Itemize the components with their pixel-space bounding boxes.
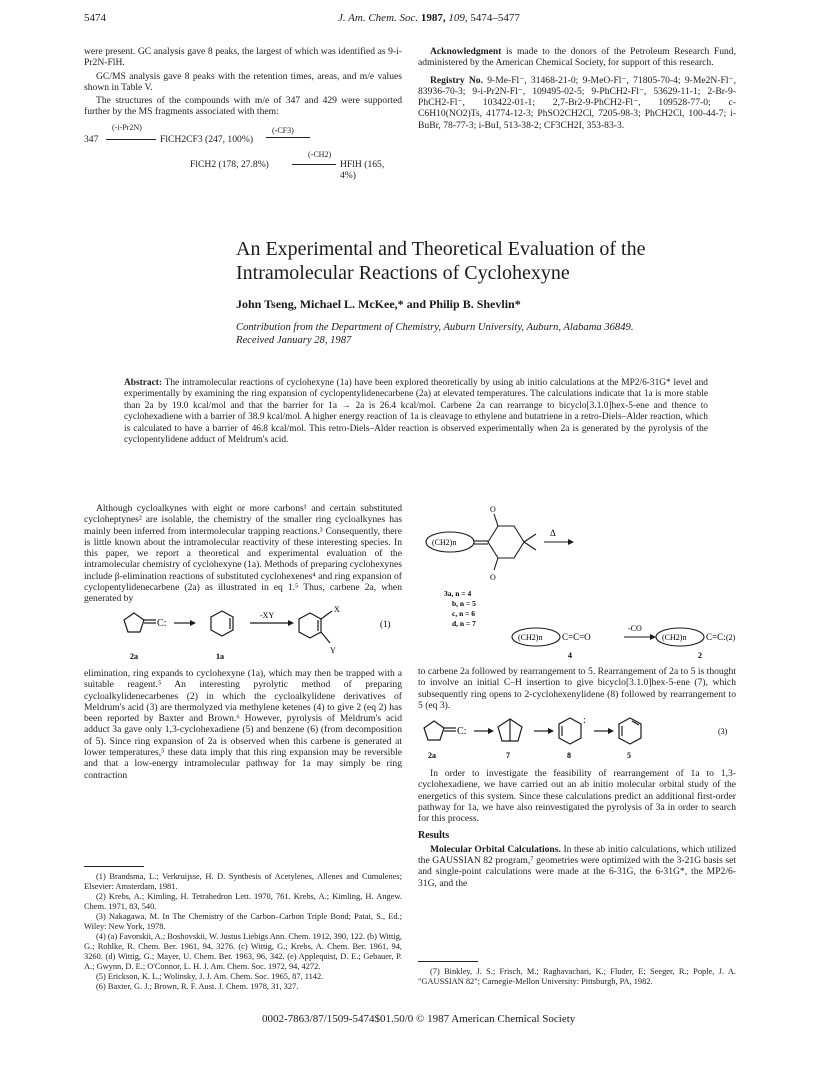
substituent-x: X	[334, 605, 340, 614]
arrow-head	[190, 620, 196, 626]
abstract	[124, 378, 708, 446]
fragment-347: 347	[84, 134, 99, 145]
ring-label: (CH2)n	[662, 633, 687, 642]
meldrums-ring	[488, 526, 524, 558]
body-right-bottom	[418, 768, 736, 891]
compound-label: d, n = 7	[452, 619, 476, 628]
oxygen-label: O	[490, 505, 496, 514]
title-line: An Experimental and Theoretical Evaluation of the	[236, 238, 646, 260]
footnote: (4) (a) Favorskii, A.; Boshovskii, W. Justus Liebigs Ann. Chem. 1912, 390, 122. (b) Wittig, G.; Rohlke, R. Chem. Ber. 1961, 94, 3276. (c) Wittig, G.; Krebs, A. Chem. Ber. 1961, 94, 3260. (d) Wittig, G.; Mayer, U. Chem. Ber. 1963, 96, 342. (e) Applequist, D. E.; Gebauer, P. A.; Gwynn, D. E.; O'Connor, L. H. J. Am. Chem. Soc. 1972, 94, 4272.	[84, 932, 402, 971]
body-left-top	[84, 503, 402, 607]
arrow-label: (-CH2)	[308, 150, 332, 159]
footnote: (2) Krebs, A.; Kimling, H. Tetrahedron Lett. 1970, 761. Krebs, A.; Kimling, H. Angew. Chem. 1971, 83, 540.	[84, 892, 402, 911]
compound-label: 5	[627, 751, 631, 760]
footnote: (3) Nakagawa, M. In The Chemistry of the Carbon–Carbon Triple Bond; Patai, S., Ed.; Wiley: New York, 1978.	[84, 912, 402, 931]
ms-fragment-scheme	[84, 123, 402, 181]
substituent-bond	[321, 632, 330, 643]
paragraph: to carbene 2a followed by rearrangement to 5. Rearrangement of 2a to 5 is thought to involve an initial C–H insertion to give bicyclo[3.1.0]hex-5-ene (7), which subsequently ring opens to 2-cyclohexenylidene (8) followed by rearrangement to 5 (eq 3).	[418, 666, 736, 711]
arrow-head	[568, 539, 574, 545]
equation-number: (1)	[380, 619, 391, 629]
body-left-bottom	[84, 668, 402, 783]
affiliation	[236, 321, 633, 347]
carbonyl	[494, 514, 498, 526]
footnote: (6) Baxter, G. J.; Brown, R. F. Aust. J. Chem. 1978, 31, 327.	[96, 982, 299, 991]
paragraph: GC/MS analysis gave 8 peaks with the retention times, areas, and m/e values shown in Table V.	[84, 70, 402, 93]
arrow-head	[488, 728, 494, 734]
received-date: Received January 28, 1987	[236, 335, 352, 346]
footnote: (1) Brandsma, L.; Verkruijsse, H. D. Synthesis of Acetylenes, Allenes and Cumulenes; Elsevier: Amsterdam, 1981.	[84, 872, 402, 891]
top-left-text	[84, 46, 402, 120]
equation-3	[418, 713, 738, 763]
fragment-247: FlCH2CF3 (247, 100%)	[160, 134, 254, 145]
compound-label: 4	[568, 651, 572, 660]
compound-label: 3a, n = 4	[444, 589, 472, 598]
methyl-bond	[524, 534, 536, 542]
paragraph	[418, 844, 736, 889]
registry-heading: Registry No.	[430, 74, 483, 86]
ring-label: (CH2)n	[432, 538, 457, 547]
abstract-text: The intramolecular reactions of cyclohexyne (1a) have been explored theoretically by using ab initio calculations at the MP2/6-31G* level and experimentally by examining the ring expansion of cyclopentylidenecarbene (2a) at elevated temperatures. The calculations indicate that 1a is more stable than 2a by 19.0 kcal/mol and that the barrier for 1a → 2a is 26.4 kcal/mol. Carbene 2a can rearrange to bicyclo[3.1.0]hex-5-ene and thence to cyclohexadiene with a barrier of 38.9 kcal/mol. A higher energy reaction of 1a is cleavage to ethylene and butatriene in a retro-Diels–Alder reaction, which is calculated to have a barrier of 46.8 kcal/mol. This retro-Diels–Alder reaction is observed experimentally when 2a is generated by the pyrolysis of the cyclopentylidene adduct of Meldrum's acid.	[124, 378, 708, 446]
heat-symbol: Δ	[550, 528, 556, 538]
registry-numbers	[418, 75, 736, 131]
subsection-heading: Molecular Orbital Calculations.	[430, 843, 561, 855]
top-right-text	[418, 46, 736, 133]
journal-volume: 109,	[448, 12, 468, 24]
footnotes-left	[84, 872, 402, 992]
arrow-head	[608, 728, 614, 734]
substituent-bond	[321, 611, 332, 619]
substituent-y: Y	[330, 646, 336, 655]
carbonyl	[494, 558, 498, 570]
reaction-arrow	[106, 139, 156, 140]
compound-label: 1a	[216, 652, 224, 661]
cyclopentane-ring	[424, 721, 444, 740]
registry-text: 9-Me-Fl⁻, 31468-21-0; 9-MeO-Fl⁻, 71805-70-4; 9-Me2N-Fl⁻, 83936-70-3; 9-i-Pr2N-Fl⁻, 109495-02-5; 9-PhCH2-Fl⁻, 53629-11-1; 2-Br-9-PhCH2-Fl⁻, 103422-01-1; 2,7-Br2-9-PhCH2-Fl⁻, 109528-77-0; c-C6H10(NO2)Ts, 41774-12-3; PhSO2CH2Cl, 7205-98-3; PhCH2Cl, 100-44-7; i-BuBr, 78-77-3; i-BuI, 513-38-2; CF3CH2I, 353-83-3.	[418, 74, 736, 131]
authors: John Tseng, Michael L. McKee,* and Philip B. Shevlin*	[236, 297, 521, 311]
ketene-label: C=C=O	[562, 632, 591, 642]
footnote: (7) Binkley, J. S.; Frisch, M.; Raghavachari, K.; Fluder, E; Seeger, R.; Pople, J. A. "GAUSSIAN 82"; Carnegie-Mellon University: Pittsburgh, PA, 1982.	[418, 967, 736, 986]
carbene-label: C:	[457, 726, 467, 737]
body-right-top	[418, 666, 736, 713]
carbene-label: C=C:	[706, 632, 726, 642]
oxygen-label: O	[490, 573, 496, 582]
paragraph: elimination, ring expands to cyclohexyne (1a), which may then be trapped with a suitable reagent.⁵ An interesting pyrolytic method of preparing cycloalkylidenecarbenes (2) in which the cycloalkylidene derivatives of Meldrum's acid (3) are thermolyzed via methylene ketenes (4) to give 2 (eq 2) has been reported by Baxter and Brown.⁶ However, pyrolysis of Meldrum's acid adduct 3a gave only 1,3-cyclohexadiene (5) and benzene (6) (from decomposition of 5). Since ring expansion of 2a is observed when this carbene is generated at lower temperatures,⁵ these data imply that this ring expansion may be reversible and that a low-energy intramolecular pathway for 1a may simply be ring contraction	[84, 668, 402, 781]
compound-label: 7	[506, 751, 510, 760]
footnote-rule	[84, 866, 144, 867]
ack-text: is made to the donors of the Petroleum Research Fund, administered by the American Chemical Society, for support of this research.	[418, 46, 736, 69]
footnote-rule	[418, 961, 478, 962]
compound-label: 2	[698, 651, 702, 660]
equation-1	[110, 603, 400, 663]
ack-heading: Acknowledgment	[430, 46, 502, 57]
paragraph: Although cycloalkynes with eight or more carbons¹ and certain substituted cycloheptynes² are isolable, the chemistry of the smaller ring cycloalkynes has mainly been inferred from intermolecular trapping reactions.³ Consequently, there is little known about the intramolecular reactivity of these interesting species. In this paper, we report a theoretical and experimental evaluation of the intramolecular chemistry of cyclohexyne (1a). Methods of preparing cyclohexynes include β-elimination reactions of substituted cyclohexenes⁴ and ring expansion of cyclopentylidenecarbene (2a) as illustrated in eq 1.⁵ Thus, carbene 2a, when generated by	[84, 503, 402, 605]
compound-label: b, n = 5	[452, 599, 476, 608]
arrow-head	[288, 620, 294, 626]
fragment-165: HFlH (165, 4%)	[340, 159, 385, 181]
arrow-label: -CO	[628, 624, 642, 633]
running-head	[338, 12, 520, 24]
reaction-arrow	[292, 164, 336, 165]
equation-number: (2)	[726, 633, 736, 642]
acknowledgment	[418, 46, 736, 69]
paragraph: In order to investigate the feasibility of rearrangement of 1a to 1,3-cyclohexadiene, we have carried out an ab initio molecular orbital study of the energetics of this system. Since these calculations predict an additional first-order pathway for 1a, we have also reinvestigated the pyrolysis of 3a in order to search for this process.	[418, 768, 736, 825]
fragment-178: FlCH2 (178, 27.8%)	[190, 159, 269, 170]
arrow-head	[650, 634, 656, 640]
affiliation-line: Contribution from the Department of Chemistry, Auburn University, Auburn, Alabama 36849.	[236, 322, 634, 333]
footnotes-right	[418, 967, 736, 987]
compound-label: 2a	[428, 751, 436, 760]
journal-name: J. Am. Chem. Soc.	[338, 12, 419, 24]
abstract-heading: Abstract:	[124, 378, 163, 388]
journal-year: 1987,	[420, 12, 446, 24]
equation-2	[418, 500, 738, 662]
section-heading: Results	[418, 830, 450, 842]
article-title	[236, 237, 645, 285]
carbene-label: C:	[157, 618, 167, 629]
paragraph-text: In these ab initio calculations, which utilized the GAUSSIAN 82 program,⁷ geometries were optimized with the 3-21G basis set and single-point calculations were made at the 6-31G, the 6-31G*, the MP2/6-31G, and the	[418, 843, 736, 889]
arrow-label: (-CF3)	[272, 126, 294, 135]
cyclopentane-ring	[124, 613, 144, 632]
compound-label: 8	[567, 751, 571, 760]
paragraph: The structures of the compounds with m/e of 347 and 429 were supported further by the MS fragments associated with them:	[84, 95, 402, 118]
equation-number: (3)	[718, 727, 728, 736]
arrow-label: -XY	[260, 611, 275, 620]
ring-label: (CH2)n	[518, 633, 543, 642]
journal-pages: 5474–5477	[470, 12, 520, 24]
reaction-arrow	[266, 137, 310, 138]
arrow-head	[548, 728, 554, 734]
page-footer: 0002-7863/87/1509-5474$01.50/0 © 1987 American Chemical Society	[262, 1013, 576, 1025]
title-line: Intramolecular Reactions of Cyclohexyne	[236, 262, 570, 284]
methyl-bond	[524, 542, 536, 550]
compound-label: 2a	[130, 652, 138, 661]
page-number: 5474	[84, 12, 106, 24]
carbene-colon: :	[583, 715, 586, 726]
footnote: (5) Erickson, K. L.; Wolinsky, J. J. Am. Chem. Soc. 1965, 87, 1142.	[96, 972, 324, 981]
compound-label: c, n = 6	[452, 609, 476, 618]
paragraph: were present. GC analysis gave 8 peaks, the largest of which was identified as 9-i-Pr2N-FlH.	[84, 46, 402, 69]
arrow-label: (-i-Pr2N)	[112, 123, 142, 132]
